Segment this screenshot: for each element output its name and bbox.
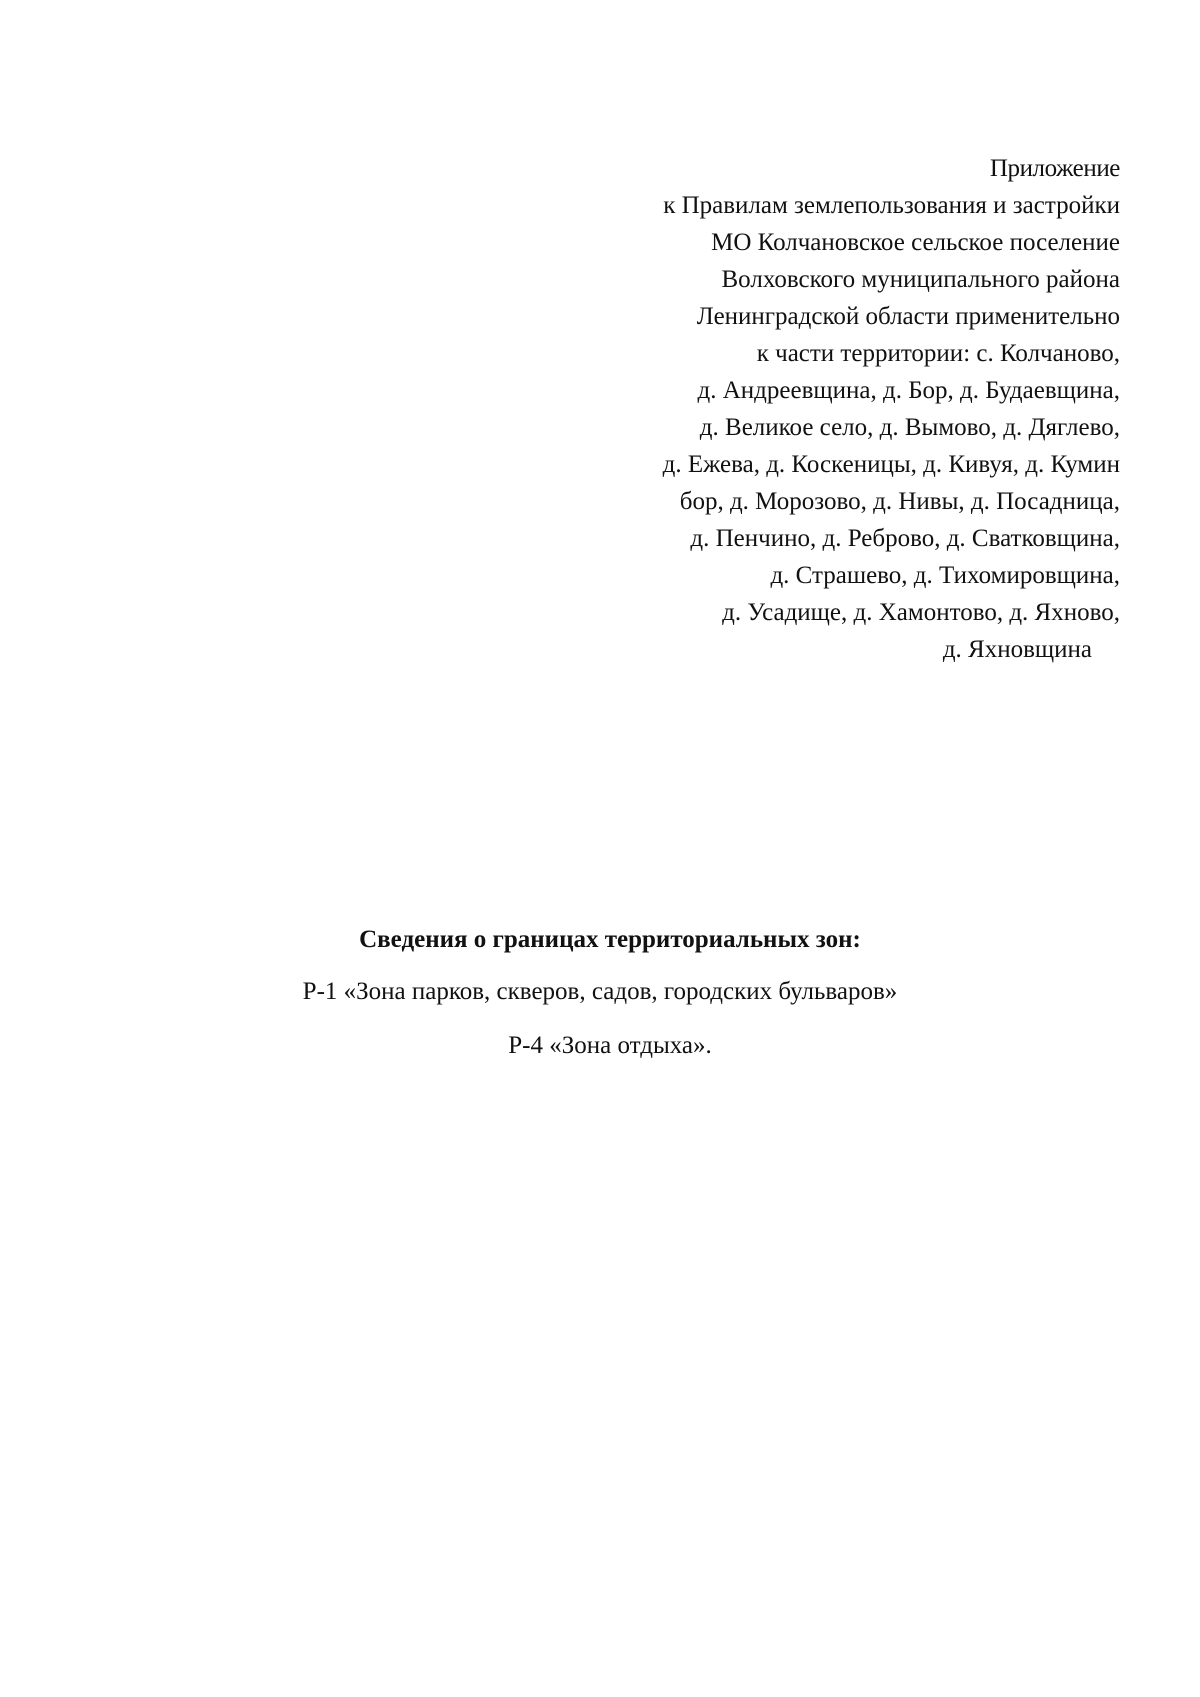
zone-info-heading: Сведения о границах территориальных зон: <box>359 926 861 953</box>
appendix-line: д. Страшево, д. Тихомировщина, <box>770 562 1120 589</box>
appendix-line: д. Пенчино, д. Реброво, д. Сватковщина, <box>690 525 1120 552</box>
appendix-line: бор, д. Морозово, д. Нивы, д. Посадница, <box>679 488 1120 515</box>
zone-info-section <box>0 922 1200 1064</box>
appendix-line: д. Яхновщина <box>942 636 1092 663</box>
appendix-line: Ленинградской области применительно <box>696 303 1120 330</box>
zone-item-r1: Р-1 «Зона парков, скверов, садов, городских бульваров» <box>302 978 898 1005</box>
appendix-line: к части территории: с. Колчаново, <box>756 340 1120 367</box>
appendix-line: д. Ежева, д. Коскеницы, д. Кивуя, д. Кумин <box>662 451 1120 478</box>
appendix-line: д. Великое село, д. Вымово, д. Дяглево, <box>699 414 1120 441</box>
appendix-line: д. Усадище, д. Хамонтово, д. Яхново, <box>722 599 1120 626</box>
appendix-line: д. Андреевщина, д. Бор, д. Будаевщина, <box>697 377 1120 404</box>
zone-item-r4: Р-4 «Зона отдыха». <box>508 1032 712 1059</box>
appendix-line: к Правилам землепользования и застройки <box>663 192 1120 219</box>
appendix-title: Приложение <box>989 155 1120 182</box>
appendix-line: Волховского муниципального района <box>721 266 1120 293</box>
appendix-header <box>560 150 1120 668</box>
appendix-line: МО Колчановское сельское поселение <box>711 229 1120 256</box>
